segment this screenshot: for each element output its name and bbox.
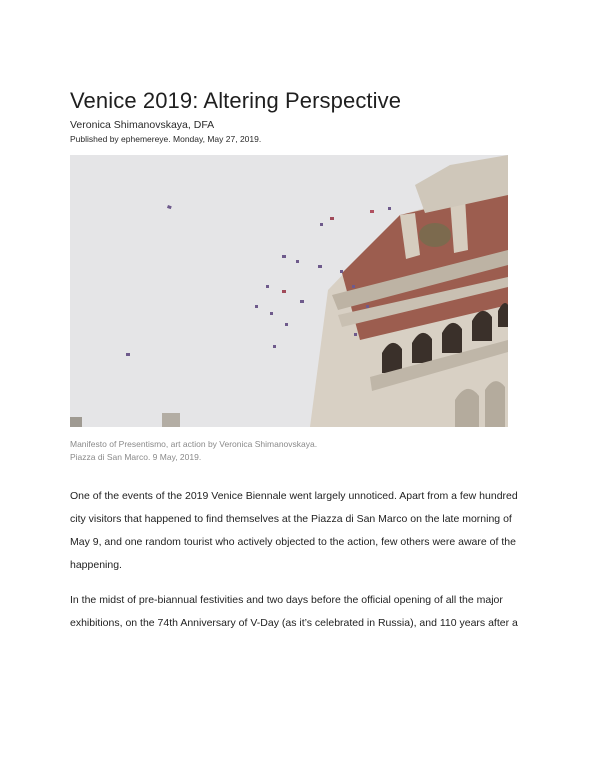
photo-caption	[70, 438, 317, 464]
article-title: Venice 2019: Altering Perspective	[70, 88, 402, 113]
body-paragraph-1: One of the events of the 2019 Venice Biennale went largely unnoticed. Apart from a few hundred city visitors that happened to find themselves at the Piazza di San Marco on the late morning of May 9, and one random tourist who actively objected to the action, few others were aware of the happening.	[70, 490, 518, 571]
publication-info: Published by ephemereye. Monday, May 27, 2019.	[70, 134, 262, 144]
caption-line-2: Piazza di San Marco. 9 May, 2019.	[70, 452, 202, 462]
caption-line-1: Manifesto of Presentismo, art action by Veronica Shimanovskaya.	[70, 439, 318, 449]
body-paragraph-2: In the midst of pre-biannual festivities and two days before the official opening of all the major exhibitions, on the 74th Anniversary of V-Day (as it’s celebrated in Russia), and 110 years after a	[70, 594, 518, 629]
article-photo	[70, 155, 508, 427]
article-author: Veronica Shimanovskaya, DFA	[70, 119, 215, 131]
